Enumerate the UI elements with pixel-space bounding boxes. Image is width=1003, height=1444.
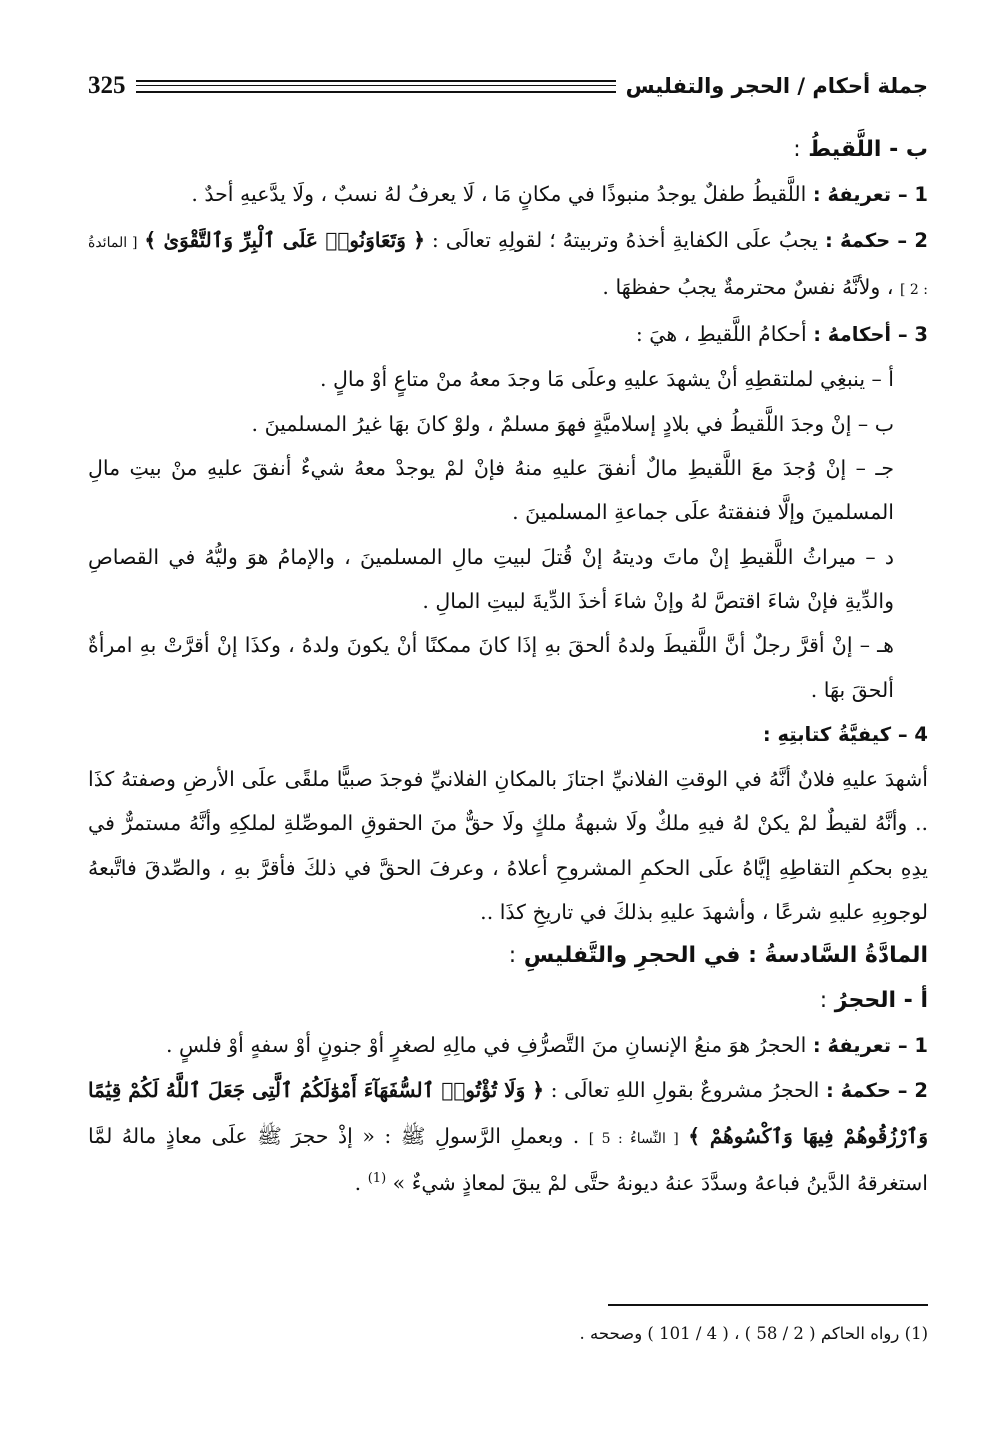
paragraph-label: 4 – كيفيَّةُ كتابتِهِ : (762, 722, 928, 746)
paragraph-label: 1 – تعريفهُ : (812, 183, 928, 207)
footnote-1: (1) رواه الحاكم ( 2 / 58 ) ، ( 4 / 101 ) وصححه . (579, 1324, 928, 1343)
running-title: جملة أحكام / الحجر والتفليس (625, 74, 928, 98)
paragraph-label: 1 – تعريفهُ : (812, 1033, 928, 1057)
verse-reference: [ المائدةُ : 2 ] (88, 234, 928, 298)
heading-colon: : (819, 987, 828, 1013)
paragraph-label: 2 – حكمهُ : (825, 1079, 928, 1103)
paragraph-text: الحجرُ مشروعٌ بقولِ اللهِ تعالَى : (550, 1078, 820, 1103)
heading-text: ب - اللَّقيطُ (808, 137, 928, 162)
paragraph-text: اللَّقيطُ طفلٌ يوجدُ منبوذًا في مكانٍ مَا ، لَا يعرفُ لهُ نسبٌ ، ولَا يدَّعيهِ أحدٌ . (191, 182, 807, 207)
list-item-e: هـ – إنْ أقرَّ رجلٌ أنَّ اللَّقيطَ ولدهُ ألحقَ بهِ إذَا كانَ ممكنًا أنْ يكونَ ولدهُ ، وكذَا إنْ أقرَّتْ بهِ امرأةٌ ألحقَ بهَا . (88, 633, 894, 702)
page-number: 325 (88, 72, 126, 99)
template-text: أشهدَ عليهِ فلانٌ أنَّهُ في الوقتِ الفلانيِّ اجتازَ بالمكانِ الفلانيِّ فوجدَ صبيًّا ملقًى علَى الأرضِ وصفتهُ كذَا .. وأنَّهُ لقيطٌ لمْ يكنْ لهُ فيهِ ملكٌ ولَا شبهةُ ملكٍ ولَا حقٌّ منَ الحقوقِ الموصِّلةِ لملكِهِ وأنَّهُ مستمرٌّ في يدِهِ بحكمِ التقاطِهِ إيَّاهُ علَى الحكمِ المشروحِ أعلاهُ ، وعرفَ الحقَّ في ذلكَ فأقرَّ بهِ ، والصِّدقَ فاتَّبعهُ لوجوبِهِ عليهِ شرعًا ، وأشهدَ عليهِ بذلكَ في تاريخِ كذَا .. (88, 767, 928, 925)
paragraph-hajr-definition (88, 1023, 928, 1068)
list-item-b: ب – إنْ وجدَ اللَّقيطُ في بلادٍ إسلاميَّةٍ فهوَ مسلمٌ ، ولوْ كانَ بهَا غيرُ المسلمينَ . (251, 411, 894, 436)
section-heading-hajr (88, 979, 928, 1023)
heading-colon: : (508, 943, 517, 969)
list-item-a: أ – ينبغِي لملتقطِهِ أنْ يشهدَ عليهِ وعلَى مَا وجدَ معهُ منْ متاعٍ أوْ مالٍ . (319, 367, 894, 392)
paragraph-text: يجبُ علَى الكفايةِ أخذهُ وتربيتهُ ؛ لقولِهِ تعالَى : (431, 227, 818, 252)
quran-verse: ﴿ وَلَا تُؤْتُوا۟ ٱلسُّفَهَآءَ أَمْوَٰلَكُمُ ٱلَّتِى جَعَلَ ٱللَّهُ لَكُمْ قِيَٰمًا وَٱرْزُقُوهُمْ فِيهَا وَٱكْسُوهُمْ ﴾ (88, 1078, 928, 1148)
page-header (88, 66, 928, 106)
heading-text: أ - الحجرُ (834, 987, 928, 1013)
paragraph-label: 3 – أحكامهُ : (813, 323, 928, 347)
list-item-d: د – ميراثُ اللَّقيطِ إنْ ماتَ وديتهُ إنْ قُتلَ لبيتِ مالِ المسلمينَ ، والإمامُ هوَ وليُّهُ في القصاصِ والدِّيةِ فإنْ شاءَ اقتصَّ لهُ وإنْ شاءَ أخذَ الدِّيةَ لبيتِ المالِ . (88, 544, 894, 613)
paragraph-text: الحجرُ هوَ منعُ الإنسانِ منَ التَّصرُّفِ في مالِهِ لصغرٍ أوْ جنونٍ أوْ سفهٍ أوْ فلسٍ . (166, 1032, 807, 1057)
paragraph-end: . (354, 1170, 362, 1195)
paragraph-definition (88, 172, 928, 217)
paragraph-ruling (88, 218, 928, 313)
paragraph-text-cont: . وبعملِ الرَّسولِ ﷺ : « إذْ حجرَ ﷺ علَى معاذٍ مالهُ لمَّا استغرقهُ الدَّينُ فباعهُ وسدَّدَ عنهُ ديونهُ حتَّى لمْ يبقَ لمعاذٍ شيءٌ » (88, 1123, 928, 1195)
list-item-c: جـ – إنْ وُجدَ معَ اللَّقيطِ مالٌ أنفقَ عليهِ منهُ فإنْ لمْ يوجدْ معهُ شيءٌ أنفقَ عليهِ منْ بيتِ مالِ المسلمينَ وإلَّا فنفقتهُ علَى جماعةِ المسلمينَ . (88, 456, 894, 525)
paragraph-label: 2 – حكمهُ : (824, 228, 928, 252)
quran-verse: ﴿ وَتَعَاوَنُوا۟ عَلَى ٱلْبِرِّ وَٱلتَّقْوَىٰ ﴾ (144, 227, 425, 252)
verse-reference: [ النِّساءُ : 5 ] (588, 1130, 679, 1147)
paragraph-writing-method (88, 712, 928, 757)
section-heading-laqeet (88, 128, 928, 172)
article-heading (88, 934, 928, 978)
heading-text: المادَّةُ السَّادسةُ : في الحجرِ والتَّفليسِ (523, 943, 928, 969)
paragraph-text: أحكامُ اللَّقيطِ ، هيَ : (635, 322, 807, 347)
page-body (88, 128, 928, 1205)
heading-colon: : (793, 137, 801, 162)
footnotes (88, 1304, 928, 1343)
paragraph-text-cont: ، ولأنَّهُ نفسٌ محترمةٌ يجبُ حفظهَا . (602, 274, 894, 299)
footnote-rule (608, 1304, 928, 1306)
footnote-marker[interactable]: (1) (367, 1171, 387, 1186)
document-page (88, 66, 928, 1205)
header-rule (136, 80, 616, 93)
paragraph-rulings-list-intro (88, 312, 928, 357)
paragraph-hajr-ruling (88, 1068, 928, 1205)
